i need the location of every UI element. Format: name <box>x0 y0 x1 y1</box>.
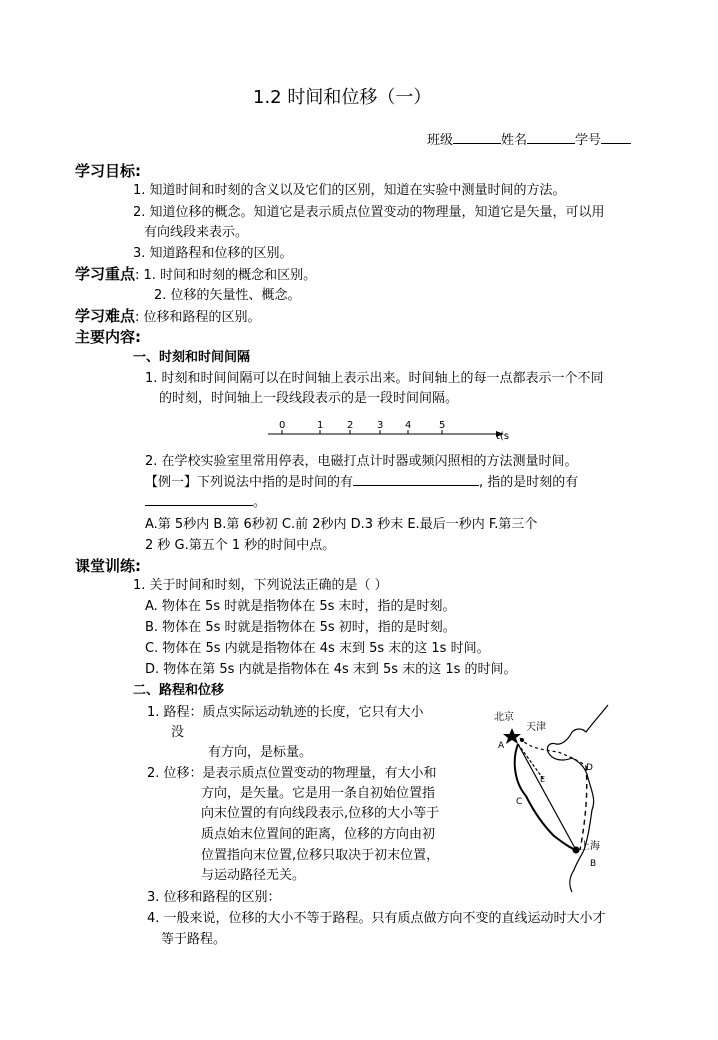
section2-item-1-cont2: 有方向，是标量。 <box>208 745 313 760</box>
practice-option-d: D. 物体在第 5s 内就是指物体在 4s 末到 5s 末的这 1s 的时间。 <box>145 662 517 677</box>
class-label: 班级 <box>427 133 454 148</box>
section1-paragraph-1: 1. 时刻和时间间隔可以在时间轴上表示出来。时间轴上的每一点都表示一个不同 <box>145 371 604 386</box>
route-map <box>488 700 618 900</box>
time-axis-tick-label: 5 <box>439 420 446 431</box>
name-label: 姓名 <box>501 133 528 148</box>
shanghai-dot <box>573 847 580 854</box>
time-axis-tick-label: 3 <box>377 420 384 431</box>
section1-paragraph-2: 2. 在学校实验室里常用停表，电磁打点计时器或频闪照相的方法测量时间。 <box>145 454 578 469</box>
answer-blank-moment[interactable] <box>145 493 253 506</box>
practice-option-a: A. 物体在 5s 时就是指物体在 5s 末时，指的是时刻。 <box>145 599 456 614</box>
label-point-c: C <box>516 797 523 807</box>
time-axis-diagram <box>260 406 535 448</box>
number-label: 学号 <box>575 133 602 148</box>
key-points-heading: 学习重点 <box>75 265 136 283</box>
section2-item-2-line6: 与运动路径无关。 <box>201 868 306 883</box>
time-axis-tick-label: 4 <box>405 420 412 431</box>
section2-item-2-line5: 位置指向末位置,位移只取决于初末位置， <box>201 848 440 863</box>
time-axis-tick-label: 0 <box>279 420 286 431</box>
label-point-d: D <box>586 763 593 773</box>
objective-item-1: 1. 知道时间和时刻的含义以及它们的区别，知道在实验中测量时间的方法。 <box>133 183 566 198</box>
key-point-item-2: 2. 位移的矢量性、概念。 <box>154 288 301 303</box>
objective-item-3: 3. 知道路程和位移的区别。 <box>133 246 293 261</box>
practice-option-b: B. 物体在 5s 时就是指物体在 5s 初时，指的是时刻。 <box>145 620 456 635</box>
beijing-star-icon <box>503 728 521 744</box>
section2-item-2-line4: 质点始末位置间的距离，位移的方向由初 <box>201 827 436 842</box>
key-point-item-1: : 1. 时间和时刻的概念和区别。 <box>135 268 317 283</box>
difficulties-row <box>75 306 261 327</box>
objective-item-2: 2. 知道位移的概念。知道它是表示质点位置变动的物理量，知道它是矢量，可以用 <box>133 205 605 220</box>
label-tianjin: 天津 <box>526 722 546 733</box>
section2-item-2: 2. 位移：是表示质点位置变动的物理量，有大小和 <box>147 766 437 781</box>
number-blank[interactable] <box>601 131 631 144</box>
section2-item-4: 4. 一般来说，位移的大小不等于路程。只有质点做方向不变的直线运动时大小才 <box>147 911 606 926</box>
student-info-fields <box>427 131 631 150</box>
main-content-heading: 主要内容: <box>75 328 141 346</box>
section2-item-2-line2: 方向，是矢量。它是用一条自初始位置指 <box>201 786 436 801</box>
example-1-part-b: , 指的是时刻的有 <box>479 475 579 490</box>
time-axis-tick-label: 1 <box>317 420 324 431</box>
difficulties-text: : 位移和路程的区别。 <box>135 310 261 325</box>
class-blank[interactable] <box>453 131 501 144</box>
section2-item-4-cont: 等于路程。 <box>161 932 227 947</box>
section2-item-3: 3. 位移和路程的区别： <box>147 890 281 905</box>
section2-item-2-line3: 向末位置的有向线段表示,位移的大小等于 <box>201 806 440 821</box>
example-1-options-cont: 2 秒 G.第五个 1 秒的时间中点。 <box>145 538 336 553</box>
name-blank[interactable] <box>527 131 575 144</box>
label-shanghai: 上海 <box>580 841 600 852</box>
objectives-heading: 学习目标: <box>75 162 141 180</box>
section1-paragraph-1-cont: 的时刻，时间轴上一段线段表示的是一段时间间隔。 <box>159 391 459 406</box>
objective-item-2-cont: 有向线段来表示。 <box>144 225 249 240</box>
page-title: 1.2 时间和位移（一） <box>253 87 432 108</box>
label-point-b: B <box>590 859 597 869</box>
time-axis-label: t(s <box>496 431 510 442</box>
route-a-to-d <box>520 738 586 766</box>
tianjin-dot <box>520 738 524 742</box>
difficulties-heading: 学习难点 <box>75 307 136 325</box>
label-point-a: A <box>498 741 505 751</box>
example-1-end: 。 <box>253 495 267 510</box>
label-point-e: E <box>540 775 546 784</box>
example-1-prompt-cont <box>145 493 266 512</box>
time-axis-tick-label: 2 <box>347 420 354 431</box>
route-d-to-b <box>580 766 587 850</box>
answer-blank-time[interactable] <box>353 473 479 486</box>
section1-heading: 一、时刻和时间间隔 <box>133 350 251 365</box>
practice-question-1: 1. 关于时间和时刻，下列说法正确的是（ ） <box>133 578 388 593</box>
key-points-row <box>75 264 316 285</box>
section2-item-1-cont: 没 <box>171 725 185 740</box>
practice-option-c: C. 物体在 5s 内就是指物体在 4s 末到 5s 末的这 1s 时间。 <box>145 641 490 656</box>
section2-heading: 二、路程和位移 <box>133 683 225 698</box>
example-1-part-a: 【例一】下列说法中指的是时间的有 <box>145 475 354 490</box>
section2-item-1: 1. 路程：质点实际运动轨迹的长度，它只有大小 <box>147 705 424 720</box>
practice-heading: 课堂训练: <box>75 557 141 575</box>
example-1-prompt <box>145 473 578 492</box>
label-beijing: 北京 <box>494 712 514 723</box>
example-1-options: A.第 5秒内 B.第 6秒初 C.前 2秒内 D.3 秒末 E.最后一秒内 F.第三个 <box>145 517 538 532</box>
coastline <box>547 705 608 892</box>
